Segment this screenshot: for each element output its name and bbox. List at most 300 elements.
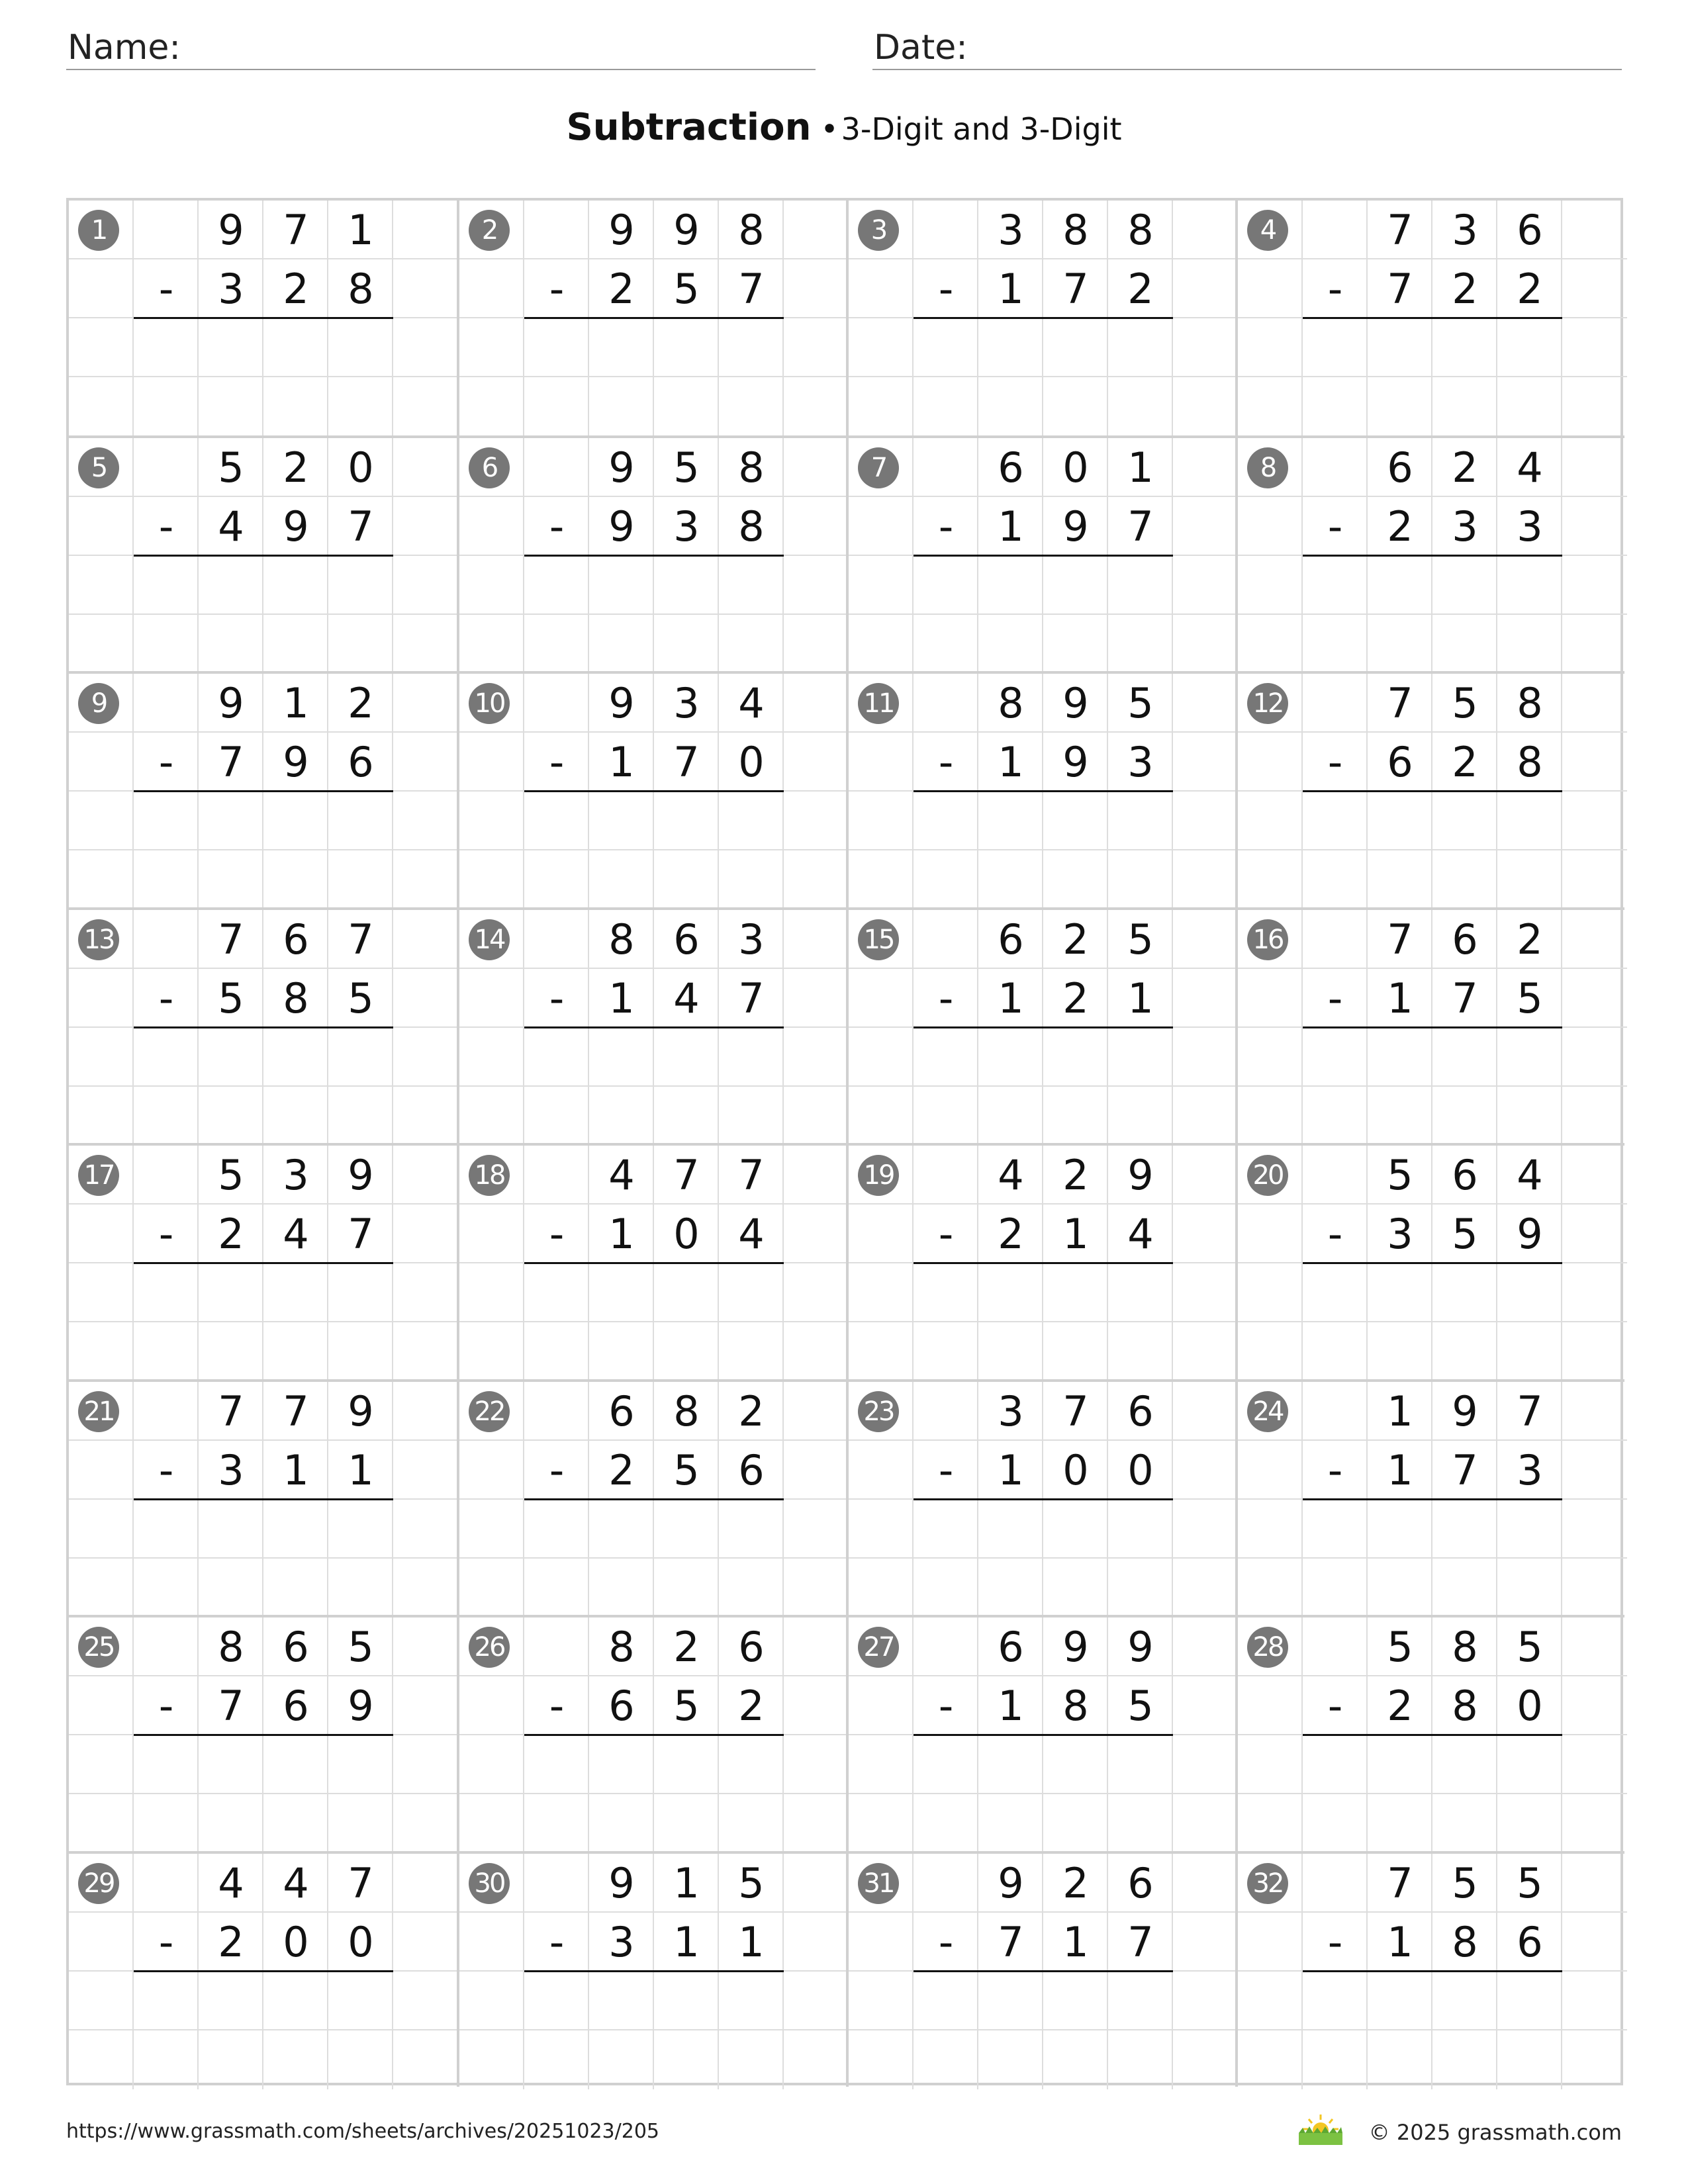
answer-cell[interactable]	[328, 1735, 393, 1794]
answer-cell[interactable]	[199, 1794, 263, 1853]
grid-cell	[1173, 1617, 1238, 1676]
answer-cell[interactable]	[1432, 850, 1497, 909]
answer-cell[interactable]	[1497, 318, 1562, 377]
answer-cell[interactable]	[1432, 1559, 1497, 1617]
answer-cell[interactable]	[589, 1263, 654, 1322]
grid-cell	[459, 850, 524, 909]
answer-cell[interactable]	[328, 1500, 393, 1559]
answer-cell[interactable]	[654, 1087, 719, 1146]
answer-cell[interactable]	[589, 1794, 654, 1853]
answer-cell[interactable]	[524, 850, 589, 909]
answer-cell[interactable]	[1368, 1559, 1432, 1617]
answer-line	[1303, 1026, 1562, 1028]
answer-cell[interactable]	[1108, 1735, 1173, 1794]
answer-cell[interactable]	[1303, 615, 1368, 674]
answer-cell[interactable]	[1303, 1500, 1368, 1559]
minuend-digit: 9	[1127, 1623, 1154, 1671]
grid-cell	[393, 674, 458, 733]
answer-cell[interactable]	[914, 850, 978, 909]
answer-cell[interactable]	[719, 556, 784, 615]
answer-cell[interactable]	[199, 1500, 263, 1559]
answer-cell[interactable]	[1432, 318, 1497, 377]
answer-cell[interactable]	[914, 1263, 978, 1322]
answer-cell[interactable]	[719, 1735, 784, 1794]
answer-cell[interactable]	[1497, 1794, 1562, 1853]
answer-cell[interactable]	[328, 1028, 393, 1087]
answer-cell[interactable]	[1043, 1500, 1108, 1559]
answer-cell[interactable]	[978, 1972, 1043, 2030]
minuend-digit: 2	[283, 443, 309, 492]
answer-cell[interactable]	[914, 792, 978, 850]
answer-cell[interactable]	[1497, 1972, 1562, 2030]
answer-cell[interactable]	[1497, 1087, 1562, 1146]
answer-cell[interactable]	[1432, 377, 1497, 436]
answer-cell[interactable]	[589, 1028, 654, 1087]
answer-cell[interactable]	[328, 2030, 393, 2089]
answer-cell[interactable]	[1432, 615, 1497, 674]
problem-number-badge: 22	[469, 1391, 510, 1432]
answer-cell[interactable]	[199, 1087, 263, 1146]
answer-cell[interactable]	[263, 1263, 328, 1322]
answer-cell[interactable]	[263, 792, 328, 850]
answer-cell[interactable]	[1303, 1972, 1368, 2030]
answer-cell[interactable]	[328, 556, 393, 615]
answer-cell[interactable]	[1108, 556, 1173, 615]
answer-cell[interactable]	[1432, 1087, 1497, 1146]
grid-cell	[524, 1146, 589, 1205]
answer-cell[interactable]	[199, 2030, 263, 2089]
answer-cell[interactable]	[1497, 1735, 1562, 1794]
subtrahend-digit: 9	[283, 738, 309, 787]
answer-cell[interactable]	[1432, 1500, 1497, 1559]
answer-cell[interactable]	[328, 1559, 393, 1617]
answer-cell[interactable]	[1108, 1322, 1173, 1381]
answer-cell[interactable]	[524, 1087, 589, 1146]
answer-cell[interactable]	[134, 1735, 199, 1794]
answer-cell[interactable]	[1303, 2030, 1368, 2089]
answer-cell[interactable]	[719, 318, 784, 377]
answer-cell[interactable]	[1368, 1028, 1432, 1087]
answer-line	[134, 790, 393, 792]
answer-cell[interactable]	[199, 850, 263, 909]
grid-cell	[459, 1676, 524, 1735]
grid-cell	[393, 910, 458, 969]
answer-cell[interactable]	[1043, 850, 1108, 909]
answer-cell[interactable]	[199, 1972, 263, 2030]
answer-cell[interactable]	[1368, 556, 1432, 615]
answer-cell[interactable]	[1368, 1263, 1432, 1322]
answer-cell[interactable]	[589, 1500, 654, 1559]
answer-cell[interactable]	[1043, 1087, 1108, 1146]
answer-cell[interactable]	[134, 792, 199, 850]
answer-cell[interactable]	[1108, 1263, 1173, 1322]
answer-cell[interactable]	[914, 1735, 978, 1794]
answer-cell[interactable]	[134, 1794, 199, 1853]
answer-cell[interactable]	[978, 1087, 1043, 1146]
answer-cell[interactable]	[1432, 1028, 1497, 1087]
subtrahend-digit: 8	[283, 974, 309, 1023]
grid-cell	[69, 1263, 134, 1322]
answer-cell[interactable]	[914, 318, 978, 377]
answer-cell[interactable]	[1303, 377, 1368, 436]
answer-cell[interactable]	[914, 1972, 978, 2030]
answer-cell[interactable]	[654, 1028, 719, 1087]
answer-cell[interactable]	[524, 1559, 589, 1617]
answer-cell[interactable]	[589, 1322, 654, 1381]
answer-cell[interactable]	[1497, 1028, 1562, 1087]
answer-cell[interactable]	[1303, 792, 1368, 850]
answer-cell[interactable]	[134, 615, 199, 674]
answer-cell[interactable]	[654, 1735, 719, 1794]
answer-cell[interactable]	[263, 318, 328, 377]
answer-cell[interactable]	[1368, 1087, 1432, 1146]
name-field[interactable]	[66, 25, 816, 70]
answer-cell[interactable]	[654, 2030, 719, 2089]
answer-line	[914, 1498, 1173, 1500]
subtrahend-digit: 0	[1062, 1445, 1089, 1494]
answer-cell[interactable]	[1303, 1735, 1368, 1794]
answer-cell[interactable]	[199, 1263, 263, 1322]
answer-cell[interactable]	[328, 850, 393, 909]
answer-cell[interactable]	[654, 1500, 719, 1559]
answer-cell[interactable]	[978, 556, 1043, 615]
answer-cell[interactable]	[1303, 1794, 1368, 1853]
answer-cell[interactable]	[1497, 2030, 1562, 2089]
answer-cell[interactable]	[914, 1028, 978, 1087]
subtrahend-digit: 3	[1127, 738, 1154, 787]
answer-cell[interactable]	[654, 792, 719, 850]
answer-cell[interactable]	[1368, 377, 1432, 436]
grid-cell	[69, 1794, 134, 1853]
answer-cell[interactable]	[524, 1500, 589, 1559]
answer-cell[interactable]	[1043, 1559, 1108, 1617]
answer-cell[interactable]	[328, 1087, 393, 1146]
answer-cell[interactable]	[524, 615, 589, 674]
minuend-digit: 8	[608, 915, 635, 964]
answer-cell[interactable]	[589, 850, 654, 909]
answer-cell[interactable]	[1497, 615, 1562, 674]
answer-cell[interactable]	[134, 1559, 199, 1617]
grid-cell	[1238, 1735, 1303, 1794]
answer-cell[interactable]	[1043, 318, 1108, 377]
answer-cell[interactable]	[1368, 1735, 1432, 1794]
answer-cell[interactable]	[1303, 318, 1368, 377]
answer-cell[interactable]	[328, 792, 393, 850]
answer-cell[interactable]	[719, 1087, 784, 1146]
answer-cell[interactable]	[914, 556, 978, 615]
answer-cell[interactable]	[263, 377, 328, 436]
answer-cell[interactable]	[328, 1322, 393, 1381]
minuend-digit: 5	[348, 1623, 374, 1671]
answer-cell[interactable]	[589, 556, 654, 615]
answer-cell[interactable]	[1303, 1028, 1368, 1087]
subtrahend-digit: 9	[608, 502, 635, 551]
answer-cell[interactable]	[1043, 1028, 1108, 1087]
answer-cell[interactable]	[524, 1263, 589, 1322]
answer-cell[interactable]	[978, 1500, 1043, 1559]
answer-cell[interactable]	[263, 1559, 328, 1617]
answer-cell[interactable]	[654, 318, 719, 377]
problem-18	[457, 1143, 846, 1379]
answer-cell[interactable]	[914, 1322, 978, 1381]
answer-cell[interactable]	[1108, 1794, 1173, 1853]
answer-cell[interactable]	[1368, 1322, 1432, 1381]
answer-cell[interactable]	[654, 377, 719, 436]
answer-cell[interactable]	[263, 1322, 328, 1381]
answer-cell[interactable]	[1303, 1322, 1368, 1381]
answer-cell[interactable]	[978, 2030, 1043, 2089]
answer-cell[interactable]	[263, 1028, 328, 1087]
answer-cell[interactable]	[1368, 1794, 1432, 1853]
answer-cell[interactable]	[199, 318, 263, 377]
answer-cell[interactable]	[328, 377, 393, 436]
answer-cell[interactable]	[328, 1972, 393, 2030]
answer-cell[interactable]	[524, 318, 589, 377]
answer-cell[interactable]	[263, 850, 328, 909]
answer-cell[interactable]	[978, 1735, 1043, 1794]
answer-line	[134, 317, 393, 319]
answer-cell[interactable]	[914, 1087, 978, 1146]
answer-cell[interactable]	[1497, 1322, 1562, 1381]
answer-cell[interactable]	[1432, 1263, 1497, 1322]
answer-cell[interactable]	[1497, 1500, 1562, 1559]
answer-cell[interactable]	[134, 850, 199, 909]
grid-cell	[784, 201, 849, 259]
answer-cell[interactable]	[1368, 615, 1432, 674]
answer-cell[interactable]	[1432, 2030, 1497, 2089]
answer-cell[interactable]	[654, 1263, 719, 1322]
answer-cell[interactable]	[1497, 792, 1562, 850]
answer-cell[interactable]	[134, 1972, 199, 2030]
answer-cell[interactable]	[263, 2030, 328, 2089]
answer-cell[interactable]	[263, 1735, 328, 1794]
answer-cell[interactable]	[719, 1972, 784, 2030]
answer-cell[interactable]	[524, 1322, 589, 1381]
answer-cell[interactable]	[524, 792, 589, 850]
answer-cell[interactable]	[263, 1794, 328, 1853]
answer-cell[interactable]	[978, 1028, 1043, 1087]
answer-cell[interactable]	[589, 377, 654, 436]
answer-cell[interactable]	[1432, 1322, 1497, 1381]
answer-cell[interactable]	[134, 556, 199, 615]
answer-cell[interactable]	[589, 2030, 654, 2089]
date-field[interactable]	[872, 25, 1622, 70]
answer-cell[interactable]	[134, 318, 199, 377]
answer-cell[interactable]	[1043, 556, 1108, 615]
answer-cell[interactable]	[719, 2030, 784, 2089]
grid-cell	[849, 1559, 914, 1617]
answer-cell[interactable]	[524, 1028, 589, 1087]
answer-cell[interactable]	[654, 615, 719, 674]
answer-cell[interactable]	[134, 1263, 199, 1322]
answer-cell[interactable]	[1432, 1735, 1497, 1794]
answer-cell[interactable]	[1368, 2030, 1432, 2089]
answer-cell[interactable]	[1043, 1735, 1108, 1794]
answer-cell[interactable]	[328, 318, 393, 377]
answer-cell[interactable]	[1108, 1972, 1173, 2030]
answer-cell[interactable]	[328, 1263, 393, 1322]
answer-cell[interactable]	[134, 2030, 199, 2089]
answer-cell[interactable]	[1108, 792, 1173, 850]
answer-cell[interactable]	[589, 1559, 654, 1617]
grid-cell	[1173, 377, 1238, 436]
answer-cell[interactable]	[199, 1028, 263, 1087]
answer-cell[interactable]	[1497, 556, 1562, 615]
answer-cell[interactable]	[199, 615, 263, 674]
answer-cell[interactable]	[1043, 1263, 1108, 1322]
answer-cell[interactable]	[978, 1794, 1043, 1853]
answer-cell[interactable]	[978, 1559, 1043, 1617]
answer-cell[interactable]	[1108, 2030, 1173, 2089]
answer-cell[interactable]	[1108, 1559, 1173, 1617]
answer-cell[interactable]	[589, 792, 654, 850]
answer-cell[interactable]	[199, 556, 263, 615]
answer-cell[interactable]	[1043, 1322, 1108, 1381]
answer-cell[interactable]	[134, 1322, 199, 1381]
answer-cell[interactable]	[1497, 377, 1562, 436]
answer-cell[interactable]	[978, 377, 1043, 436]
answer-cell[interactable]	[199, 1322, 263, 1381]
answer-cell[interactable]	[719, 1322, 784, 1381]
answer-cell[interactable]	[719, 1500, 784, 1559]
answer-cell[interactable]	[1432, 792, 1497, 850]
answer-cell[interactable]	[1043, 1794, 1108, 1853]
problem-27	[846, 1615, 1235, 1851]
answer-cell[interactable]	[914, 377, 978, 436]
answer-cell[interactable]	[978, 615, 1043, 674]
answer-line	[914, 317, 1173, 319]
grid-cell	[849, 1441, 914, 1500]
answer-cell[interactable]	[1497, 1263, 1562, 1322]
answer-cell[interactable]	[1368, 792, 1432, 850]
grid-cell	[1238, 1087, 1303, 1146]
answer-cell[interactable]	[1497, 850, 1562, 909]
answer-cell[interactable]	[524, 377, 589, 436]
answer-cell[interactable]	[134, 377, 199, 436]
answer-cell[interactable]	[914, 615, 978, 674]
minuend-digit: 4	[1517, 1151, 1543, 1199]
answer-cell[interactable]	[1368, 1972, 1432, 2030]
answer-cell[interactable]	[1108, 615, 1173, 674]
answer-cell[interactable]	[1108, 850, 1173, 909]
answer-cell[interactable]	[654, 1794, 719, 1853]
answer-cell[interactable]	[199, 1735, 263, 1794]
answer-cell[interactable]	[914, 1559, 978, 1617]
answer-cell[interactable]	[263, 1500, 328, 1559]
answer-cell[interactable]	[263, 556, 328, 615]
answer-cell[interactable]	[524, 2030, 589, 2089]
answer-cell[interactable]	[1108, 1028, 1173, 1087]
answer-cell[interactable]	[1368, 850, 1432, 909]
answer-cell[interactable]	[1497, 1559, 1562, 1617]
answer-cell[interactable]	[1303, 850, 1368, 909]
minus-sign: -	[938, 738, 954, 787]
answer-cell[interactable]	[978, 1263, 1043, 1322]
answer-cell[interactable]	[1108, 1087, 1173, 1146]
answer-cell[interactable]	[1303, 1263, 1368, 1322]
answer-cell[interactable]	[1043, 792, 1108, 850]
answer-cell[interactable]	[914, 2030, 978, 2089]
answer-cell[interactable]	[1108, 377, 1173, 436]
answer-cell[interactable]	[978, 850, 1043, 909]
answer-cell[interactable]	[134, 1087, 199, 1146]
answer-cell[interactable]	[1303, 1559, 1368, 1617]
answer-cell[interactable]	[719, 1263, 784, 1322]
grid-cell	[134, 910, 199, 969]
answer-cell[interactable]	[199, 377, 263, 436]
answer-cell[interactable]	[1108, 1500, 1173, 1559]
subtrahend-digit: 7	[1127, 502, 1154, 551]
answer-cell[interactable]	[328, 615, 393, 674]
answer-cell[interactable]	[719, 1559, 784, 1617]
answer-cell[interactable]	[1432, 556, 1497, 615]
answer-cell[interactable]	[914, 1500, 978, 1559]
answer-cell[interactable]	[199, 1559, 263, 1617]
answer-cell[interactable]	[978, 792, 1043, 850]
minuend-digit: 6	[1127, 1858, 1154, 1907]
answer-cell[interactable]	[589, 1087, 654, 1146]
answer-cell[interactable]	[524, 1735, 589, 1794]
answer-cell[interactable]	[719, 850, 784, 909]
answer-cell[interactable]	[199, 792, 263, 850]
answer-cell[interactable]	[328, 1794, 393, 1853]
grid-cell	[393, 438, 458, 497]
answer-cell[interactable]	[134, 1028, 199, 1087]
answer-cell[interactable]	[263, 615, 328, 674]
answer-cell[interactable]	[524, 1794, 589, 1853]
answer-cell[interactable]	[719, 615, 784, 674]
answer-cell[interactable]	[589, 1735, 654, 1794]
answer-cell[interactable]	[134, 1500, 199, 1559]
answer-cell[interactable]	[654, 1322, 719, 1381]
answer-cell[interactable]	[1043, 615, 1108, 674]
answer-cell[interactable]	[719, 792, 784, 850]
answer-cell[interactable]	[1303, 556, 1368, 615]
answer-cell[interactable]	[524, 556, 589, 615]
answer-cell[interactable]	[719, 1794, 784, 1853]
answer-cell[interactable]	[978, 1322, 1043, 1381]
answer-cell[interactable]	[589, 318, 654, 377]
grid-cell	[914, 910, 978, 969]
answer-cell[interactable]	[719, 377, 784, 436]
answer-cell[interactable]	[1368, 1500, 1432, 1559]
subtrahend-digit: 6	[608, 1682, 635, 1731]
answer-cell[interactable]	[1108, 318, 1173, 377]
answer-cell[interactable]	[1303, 1087, 1368, 1146]
answer-cell[interactable]	[589, 1972, 654, 2030]
answer-cell[interactable]	[654, 850, 719, 909]
answer-cell[interactable]	[654, 1972, 719, 2030]
answer-cell[interactable]	[719, 1028, 784, 1087]
answer-cell[interactable]	[1043, 377, 1108, 436]
answer-line	[524, 1970, 784, 1972]
answer-cell[interactable]	[524, 1972, 589, 2030]
grid-cell	[1173, 1913, 1238, 1972]
answer-cell[interactable]	[914, 1794, 978, 1853]
answer-cell[interactable]	[263, 1972, 328, 2030]
answer-cell[interactable]	[589, 615, 654, 674]
answer-cell[interactable]	[978, 318, 1043, 377]
answer-cell[interactable]	[1432, 1794, 1497, 1853]
answer-cell[interactable]	[654, 556, 719, 615]
answer-cell[interactable]	[1043, 2030, 1108, 2089]
answer-cell[interactable]	[1043, 1972, 1108, 2030]
answer-cell[interactable]	[1368, 318, 1432, 377]
answer-cell[interactable]	[1432, 1972, 1497, 2030]
answer-cell[interactable]	[263, 1087, 328, 1146]
grid-cell	[849, 2030, 914, 2089]
answer-cell[interactable]	[654, 1559, 719, 1617]
